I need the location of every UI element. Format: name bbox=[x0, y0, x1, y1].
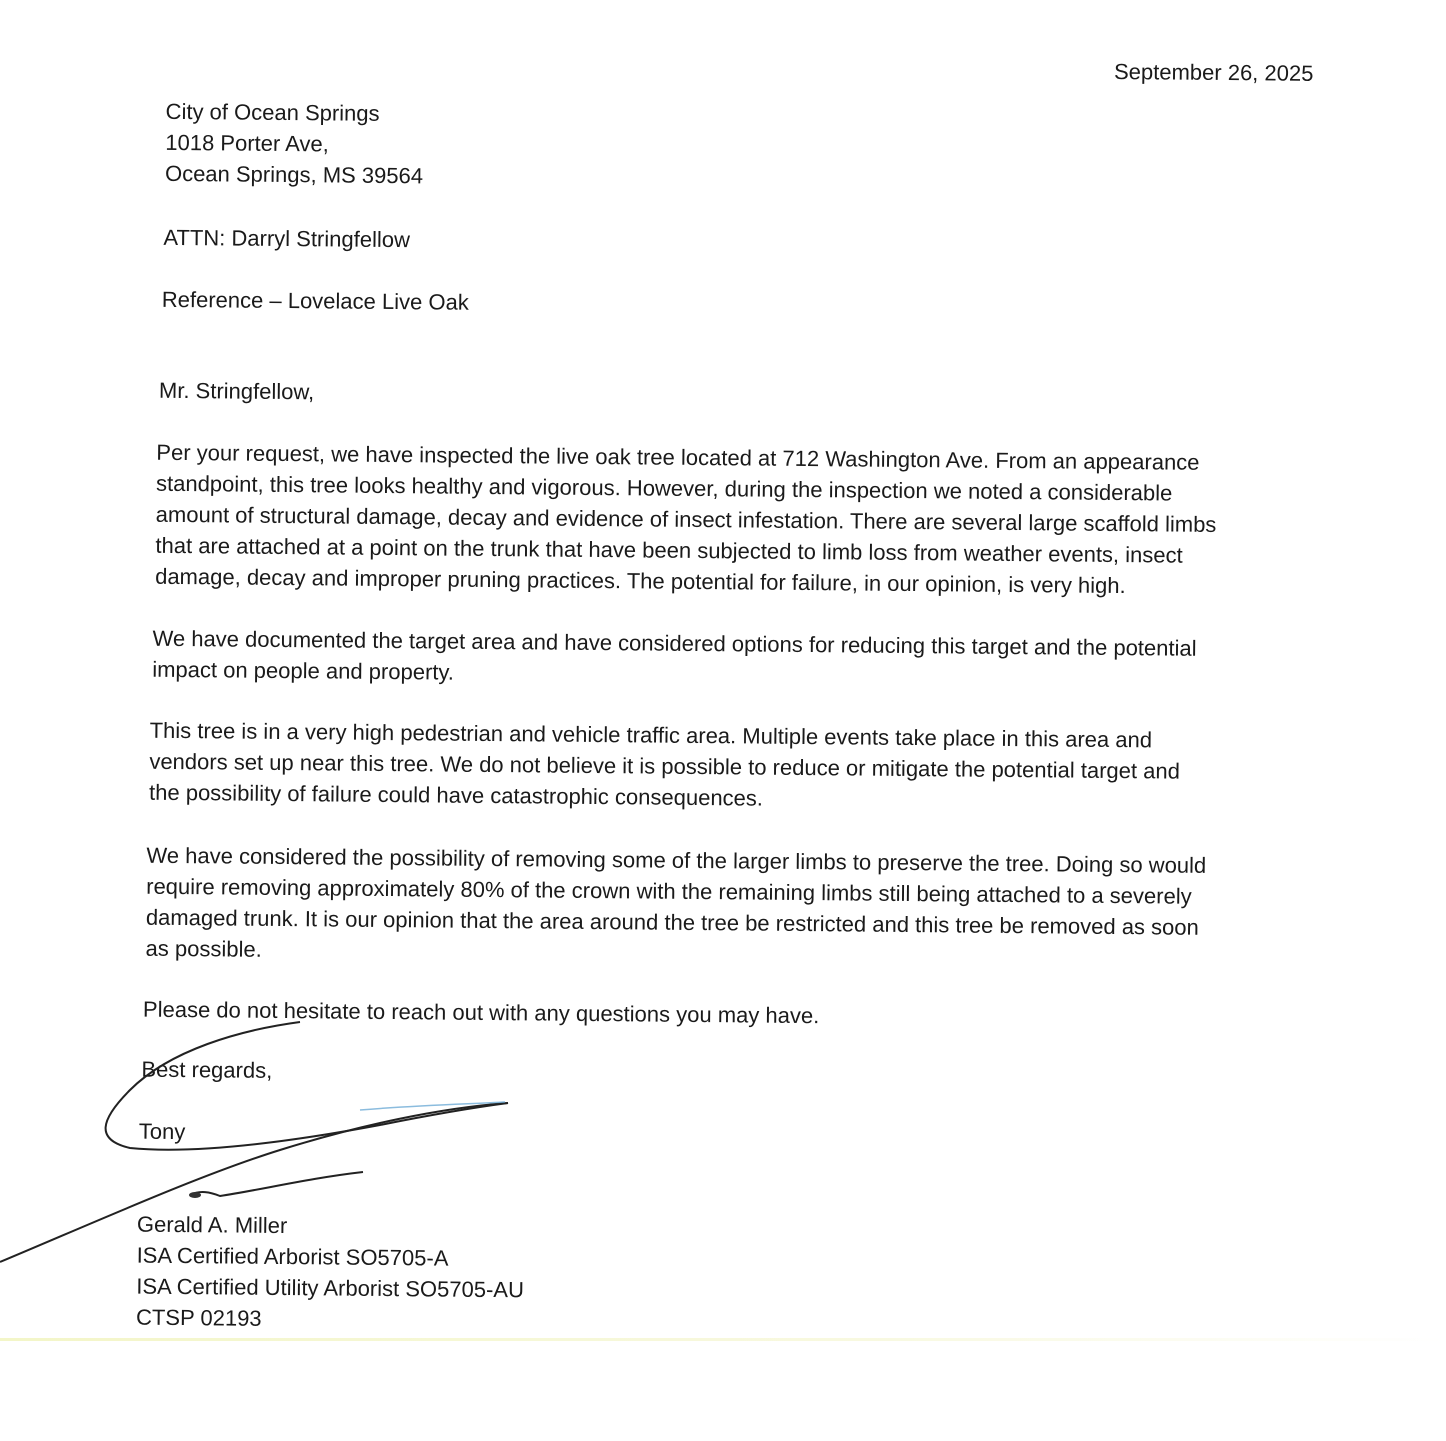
body-line: Please do not hesitate to reach out with any questions you may have. bbox=[142, 996, 820, 1029]
body-line: amount of structural damage, decay and evidence of insect infestation. There are several large scaffold limbs bbox=[155, 501, 1217, 537]
body-line: impact on people and property. bbox=[152, 656, 455, 685]
body-paragraph bbox=[143, 994, 820, 1031]
salutation: Mr. Stringfellow, bbox=[158, 377, 315, 405]
body-line: damage, decay and improper pruning practices. The potential for failure, in our opinion, is very high. bbox=[155, 563, 1126, 599]
body-paragraph bbox=[152, 623, 1197, 695]
body-line: as possible. bbox=[145, 935, 262, 962]
signer-credential: ISA Certified Arborist SO5705-A bbox=[136, 1242, 449, 1271]
signer-name: Gerald A. Miller bbox=[136, 1211, 288, 1239]
recipient-address bbox=[165, 96, 424, 191]
body-line: the possibility of failure could have catastrophic consequences. bbox=[148, 779, 764, 811]
signer-block bbox=[136, 1209, 525, 1337]
address-line: Ocean Springs, MS 39564 bbox=[164, 160, 424, 189]
body-line: We have documented the target area and have considered options for reducing this target and the potential bbox=[152, 625, 1197, 661]
body-line: that are attached at a point on the trunk that have been subjected to limb loss from weather events, insect bbox=[155, 532, 1183, 568]
body-paragraph bbox=[155, 437, 1217, 602]
body-line: This tree is in a very high pedestrian and vehicle traffic area. Multiple events take place in this area and bbox=[149, 717, 1153, 753]
address-line: City of Ocean Springs bbox=[165, 98, 380, 126]
body-line: vendors set up near this tree. We do not believe it is possible to reduce or mitigate the potential target and bbox=[149, 748, 1180, 784]
body-paragraph bbox=[149, 715, 1180, 818]
body-line: damaged trunk. It is our opinion that the area around the tree be restricted and this tree be removed as soon bbox=[145, 904, 1199, 940]
body-line: We have considered the possibility of removing some of the larger limbs to preserve the tree. Doing so would bbox=[146, 842, 1207, 878]
body-paragraph bbox=[145, 840, 1206, 974]
letter-date: September 26, 2025 bbox=[1113, 58, 1314, 86]
body-line: standpoint, this tree looks healthy and vigorous. However, during the inspection we noted a considerable bbox=[155, 470, 1173, 506]
body-line: Per your request, we have inspected the live oak tree located at 712 Washington Ave. From an appearance bbox=[156, 439, 1200, 475]
signer-credential: ISA Certified Utility Arborist SO5705-AU bbox=[136, 1273, 525, 1303]
reference-line: Reference – Lovelace Live Oak bbox=[161, 286, 469, 315]
scan-edge bbox=[0, 1338, 1446, 1341]
signer-credential: CTSP 02193 bbox=[135, 1304, 262, 1331]
signature-typed-name: Tony bbox=[138, 1118, 186, 1145]
address-line: 1018 Porter Ave, bbox=[165, 129, 329, 157]
attn-line: ATTN: Darryl Stringfellow bbox=[163, 224, 411, 253]
body-line: require removing approximately 80% of the crown with the remaining limbs still being attached to a severely bbox=[146, 873, 1192, 909]
closing: Best regards, bbox=[141, 1056, 273, 1083]
